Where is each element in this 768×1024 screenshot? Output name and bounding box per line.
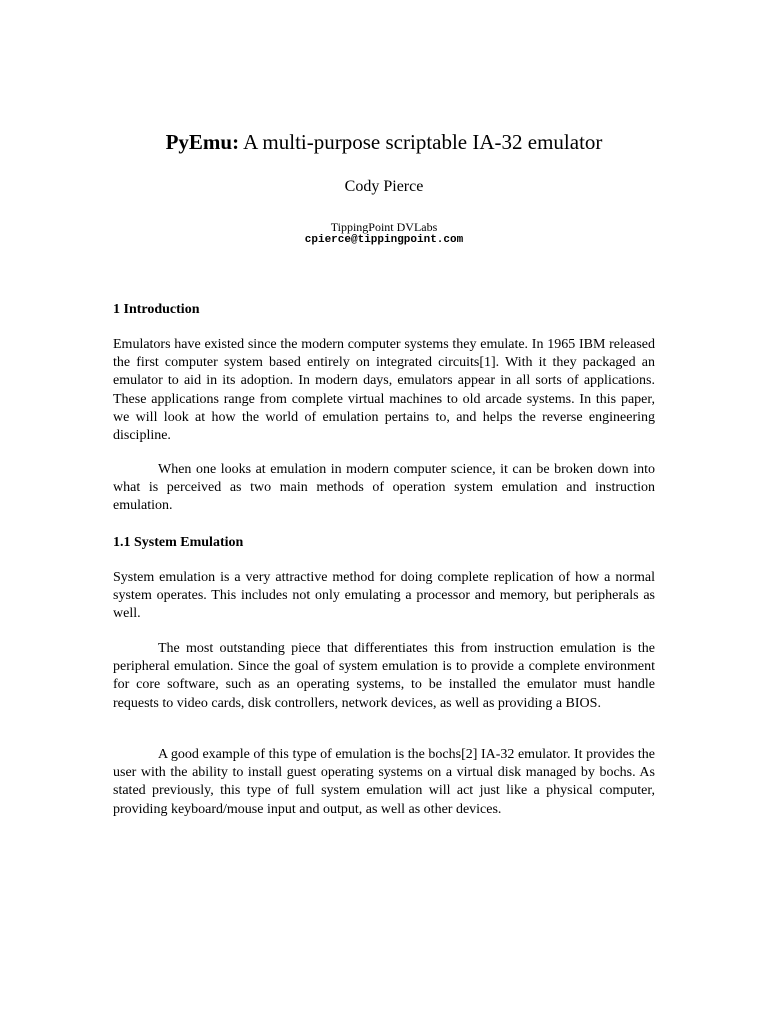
author-name: Cody Pierce [344,178,424,195]
title-rest-part: A multi-purpose scriptable IA-32 emulator [239,130,603,154]
section-heading-system-emulation: 1.1 System Emulation [113,535,244,550]
title-bold-part: PyEmu: [165,130,240,154]
section-heading-introduction: 1 Introduction [113,302,200,317]
intro-paragraph-2: When one looks at emulation in modern computer science, it can be broken down into what is perceived as two main methods of operation system emulation and instruction emulation. [113,462,655,514]
intro-paragraph-1: Emulators have existed since the modern computer systems they emulate. In 1965 IBM released the first computer system based entirely on integrated circuits[1]. With it they packaged an emulator to aid in its adoption. In modern days, emulators appear in all sorts of applications. These applications range from complete virtual machines to old arcade systems. In this paper, we will look at how the world of emulation pertains to, and helps the reverse engineering discipline. [113,337,655,444]
system-emulation-paragraph-1: System emulation is a very attractive method for doing complete replication of how a normal system operates. This includes not only emulating a processor and memory, but peripherals as well. [113,570,655,622]
affiliation: TippingPoint DVLabs [330,220,438,234]
paper-title [0,129,768,155]
author-email: cpierce@tippingpoint.com [304,234,464,246]
system-emulation-paragraph-3: A good example of this type of emulation is the bochs[2] IA-32 emulator. It provides the user with the ability to install guest operating systems on a virtual disk managed by bochs. As stated previously, this type of full system emulation will act just like a physical computer, providing keyboard/mouse input and output, as well as other devices. [113,747,655,817]
system-emulation-paragraph-2: The most outstanding piece that differentiates this from instruction emulation is the peripheral emulation. Since the goal of system emulation is to provide a complete environment for core software, such as an operating systems, to be installed the emulator must handle requests to video cards, disk controllers, network devices, as well as providing a BIOS. [113,641,655,711]
